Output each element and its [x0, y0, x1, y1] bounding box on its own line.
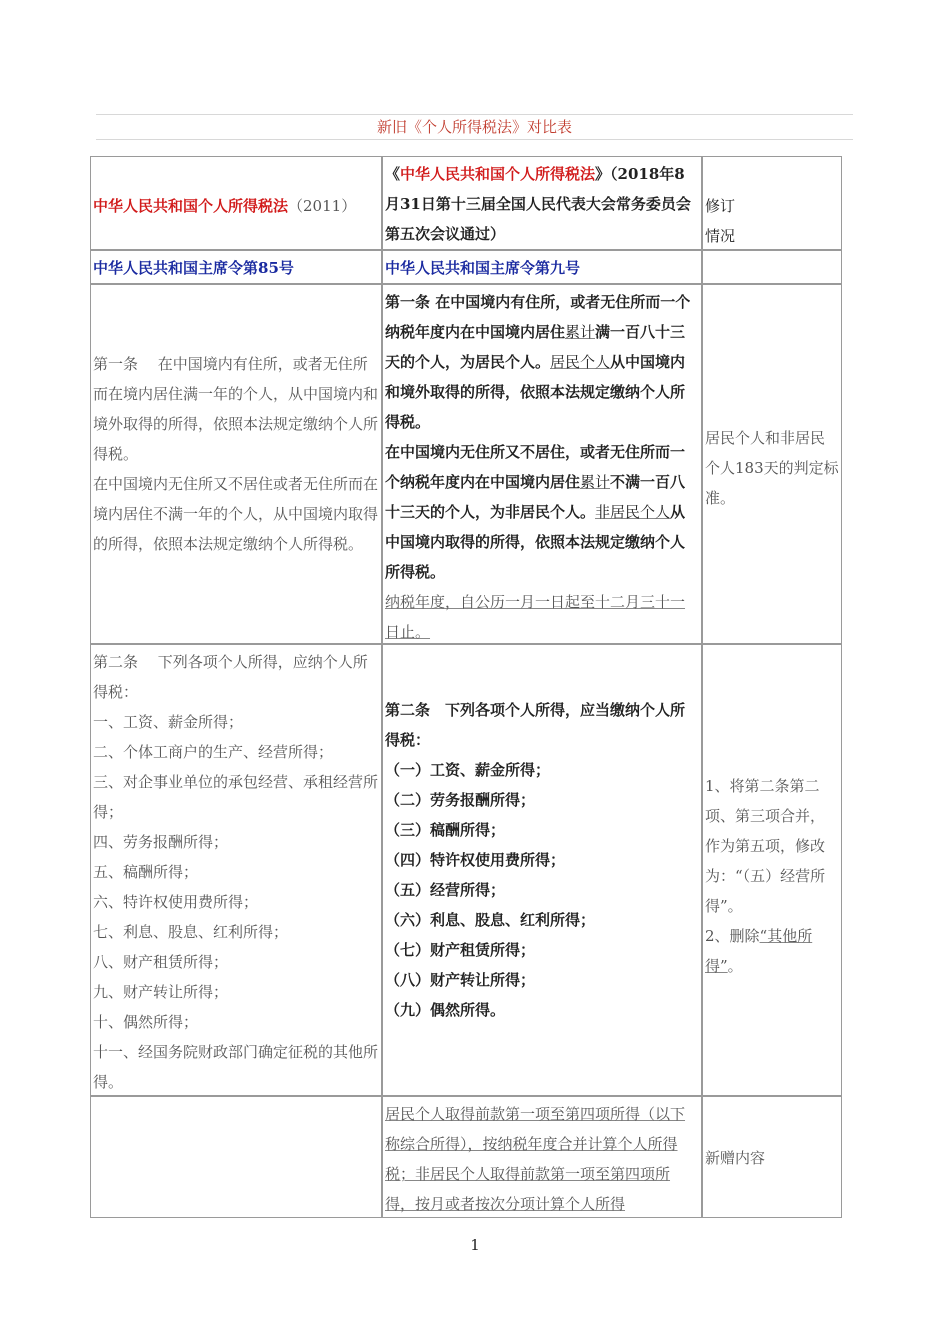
- article2-old-line: 第二条 下列各项个人所得，应纳个人所得税：: [93, 653, 368, 701]
- new-law-open-quote: 《: [385, 165, 401, 183]
- article1-new-cumulative-1: 累计: [565, 323, 596, 341]
- article1-new-cell: [382, 284, 702, 644]
- article1-new-text-b: 满一百八十三天的个人，为居民个人。: [385, 323, 686, 371]
- article2-note-2-prefix: 2、删除: [705, 927, 760, 945]
- row5-old-cell: [90, 1096, 382, 1218]
- article2-status-cell: [702, 644, 842, 1096]
- old-law-title: 中华人民共和国个人所得税法: [93, 197, 289, 215]
- article1-new-text-a: 第一条 在中国境内有住所，或者无住所而一个纳税年度内在中国境内居住: [385, 293, 691, 341]
- header-status-cell: [702, 156, 842, 250]
- article2-old-line: 二、个体工商户的生产、经营所得；: [93, 743, 334, 761]
- page-title: 新旧《个人所得税法》对比表: [96, 114, 853, 140]
- row5-new-cell: [382, 1096, 702, 1218]
- article2-new-line: 第二条 下列各项个人所得，应当缴纳个人所得税：: [385, 701, 686, 749]
- article1-old-cell: [90, 284, 382, 644]
- article2-new-line: （四）特许权使用费所得；: [385, 851, 566, 869]
- new-order-cell: [382, 250, 702, 284]
- new-law-passage-note: 》（2018年8月31日第十三届全国人民代表大会常务委员会第五次会议通过）: [385, 165, 691, 243]
- article1-new-cumulative-2: 累计: [580, 473, 611, 491]
- old-order-number: 中华人民共和国主席令第85号: [93, 259, 294, 277]
- article1-note: 居民个人和非居民个人183天的判定标准。: [705, 429, 839, 507]
- article2-new-line: （六）利息、股息、红利所得；: [385, 911, 596, 929]
- article2-old-line: 六、特许权使用费所得；: [93, 893, 259, 911]
- article2-new-line: （一）工资、薪金所得；: [385, 761, 551, 779]
- article1-status-cell: [702, 284, 842, 644]
- article2-note-2-other-income: “其他所得”: [705, 927, 813, 975]
- article2-old-line: 八、财产租赁所得；: [93, 953, 229, 971]
- article1-new-tax-year: 纳税年度，自公历一月一日起至十二月三十一日止。: [385, 593, 686, 641]
- article2-new-line: （九）偶然所得。: [385, 1001, 506, 1019]
- article2-new-line: （七）财产租赁所得；: [385, 941, 536, 959]
- header-new-law-cell: [382, 156, 702, 250]
- article2-old-line: 四、劳务报酬所得；: [93, 833, 229, 851]
- article1-new-text-e: 不满一百八十三天的个人，为非居民个人。: [385, 473, 686, 521]
- new-order-number: 中华人民共和国主席令第九号: [385, 259, 581, 277]
- comparison-table: [90, 156, 842, 1218]
- row5-status-cell: [702, 1096, 842, 1218]
- article2-new-line: （二）劳务报酬所得；: [385, 791, 536, 809]
- row5-note: 新赠内容: [705, 1149, 766, 1167]
- article2-old-line: 七、利息、股息、红利所得；: [93, 923, 289, 941]
- article2-new-line: （八）财产转让所得；: [385, 971, 536, 989]
- article1-new-text-d: 在中国境内无住所又不居住，或者无住所而一个纳税年度内在中国境内居住: [385, 443, 686, 491]
- article1-new-text-c: 从中国境内和境外取得的所得，依照本法规定缴纳个人所得税。: [385, 353, 686, 431]
- article1-old-para2: 在中国境内无住所又不居住或者无住所而在境内居住不满一年的个人，从中国境内取得的所得，依照本法规定缴纳个人所得税。: [93, 475, 379, 553]
- article2-old-line: 五、稿酬所得；: [93, 863, 199, 881]
- article2-new-cell: [382, 644, 702, 1096]
- article2-new-line: （五）经营所得；: [385, 881, 506, 899]
- header-old-law-cell: [90, 156, 382, 250]
- new-law-title: 中华人民共和国个人所得税法: [400, 165, 596, 183]
- article2-old-line: 十、偶然所得；: [93, 1013, 199, 1031]
- row5-new-text: 居民个人取得前款第一项至第四项所得（以下称综合所得），按纳税年度合并计算个人所得税；非居民个人取得前款第一项至第四项所得，按月或者按次分项计算个人所得: [385, 1105, 686, 1213]
- article2-old-line: 一、工资、薪金所得；: [93, 713, 244, 731]
- old-law-year: （2011）: [288, 197, 357, 215]
- article2-old-line: 十一、经国务院财政部门确定征税的其他所得。: [93, 1043, 379, 1091]
- article2-old-line: 三、对企事业单位的承包经营、承租经营所得；: [93, 773, 379, 821]
- article2-note-1: 1、将第二条第二项、第三项合并，作为第五项，修改为：“（五）经营所得”。: [705, 777, 826, 915]
- article1-new-nonresident: 非居民个人: [595, 503, 671, 521]
- order-status-cell: [702, 250, 842, 284]
- article2-note-2-suffix: 。: [727, 957, 743, 975]
- article1-new-text-f: 从中国境内取得的所得，依照本法规定缴纳个人所得税。: [385, 503, 686, 581]
- article1-old-para1: 第一条 在中国境内有住所，或者无住所而在境内居住满一年的个人，从中国境内和境外取得的所得，依照本法规定缴纳个人所得税。: [93, 355, 379, 463]
- article2-old-line: 九、财产转让所得；: [93, 983, 229, 1001]
- page-number: 1: [470, 1236, 480, 1254]
- article1-new-resident: 居民个人: [550, 353, 611, 371]
- article2-old-cell: [90, 644, 382, 1096]
- article2-new-line: （三）稿酬所得；: [385, 821, 506, 839]
- old-order-cell: [90, 250, 382, 284]
- status-header-line1: 修订: [705, 197, 736, 215]
- status-header-line2: 情况: [705, 227, 736, 245]
